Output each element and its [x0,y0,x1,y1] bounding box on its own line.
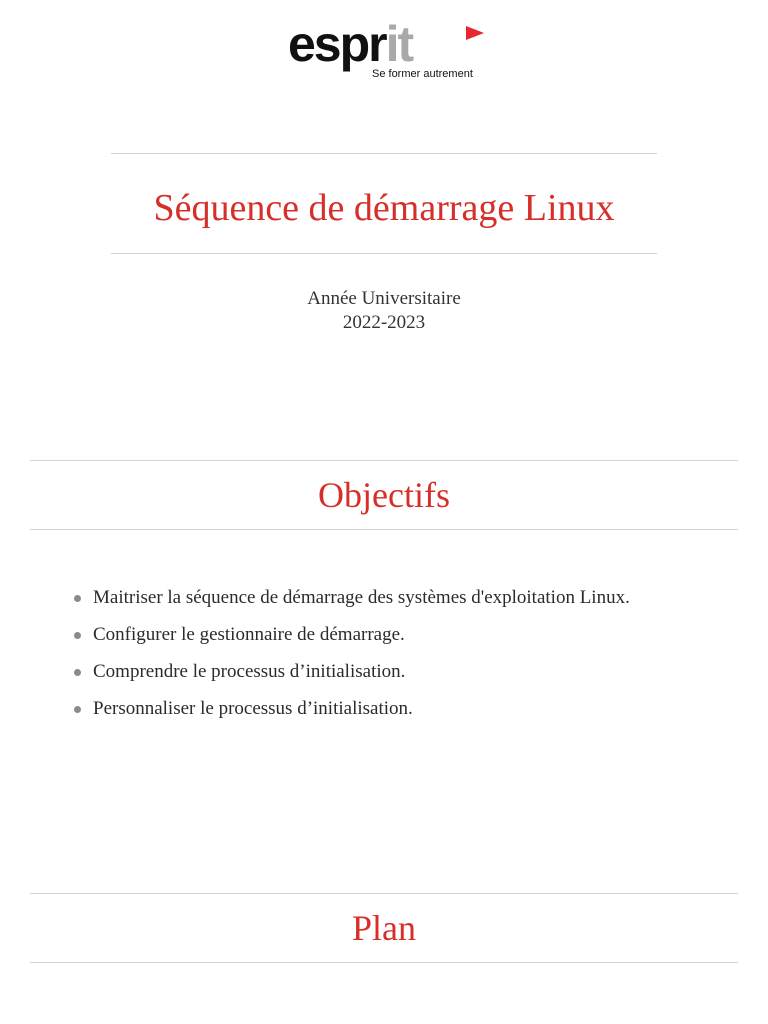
objectives-heading: Objectifs [318,475,450,515]
logo-wordmark-main: espr [288,16,386,72]
objectives-top-divider [30,460,738,461]
flag-icon [466,26,484,40]
objective-text: Comprendre le processus d’initialisation. [93,661,406,682]
objectives-list [73,586,710,734]
plan-top-divider [30,893,738,894]
list-item [73,660,710,684]
objective-text: Maitriser la séquence de démarrage des systèmes d'exploitation Linux. [93,587,630,608]
plan-heading: Plan [351,908,416,948]
document-title: Séquence de démarrage Linux [153,187,615,229]
title-top-divider [111,153,657,154]
objective-text: Configurer le gestionnaire de démarrage. [93,624,405,645]
list-item [73,697,710,721]
academic-year-label: Année Universitaire [307,288,461,309]
list-item [73,623,710,647]
logo-tagline: Se former autrement [372,68,473,80]
logo-wordmark [288,14,412,74]
academic-year-value: 2022-2023 [342,312,426,333]
logo-wordmark-accent: it [385,16,413,72]
bullet-icon [74,706,81,713]
title-bottom-divider [111,253,657,254]
objective-text: Personnaliser le processus d’initialisation. [93,698,413,719]
objectives-bottom-divider [30,529,738,530]
academic-year [0,287,768,335]
esprit-logo [288,16,488,86]
bullet-icon [74,669,81,676]
bullet-icon [74,595,81,602]
bullet-icon [74,632,81,639]
list-item [73,586,710,610]
plan-bottom-divider [30,962,738,963]
